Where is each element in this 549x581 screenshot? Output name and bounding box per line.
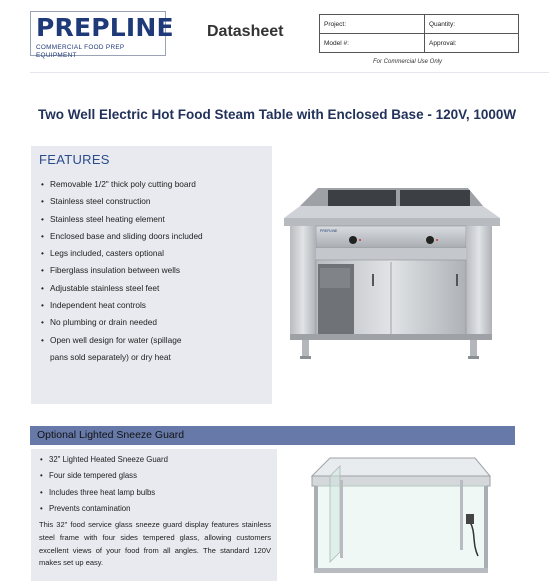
list-item: • Prevents contamination (40, 501, 168, 517)
model-field[interactable]: Model #: (320, 34, 425, 53)
bullet-icon: • (41, 282, 44, 293)
quantity-field[interactable]: Quantity: (425, 15, 519, 34)
datasheet-title: Datasheet (207, 23, 284, 40)
sneeze-guard-list (40, 452, 168, 517)
logo-tagline: COMMERCIAL FOOD PREP EQUIPMENT (36, 44, 125, 59)
bullet-icon: • (40, 471, 43, 481)
logo-wordmark: PREPLINE (36, 13, 174, 42)
features-list (41, 176, 203, 366)
bullet-icon: • (41, 213, 44, 224)
list-item: • Four side tempered glass (40, 468, 168, 484)
brand-logo (30, 11, 174, 59)
list-item: • Adjustable stainless steel feet (41, 280, 203, 297)
bullet-icon: • (41, 300, 44, 311)
header-divider (30, 72, 549, 73)
list-item: • Stainless steel construction (41, 193, 203, 210)
bullet-icon: • (40, 487, 43, 497)
sneeze-guard-description: This 32" food service glass sneeze guard display features stainless steel frame with four sides tempered glass, allowing customers excellent views of your food from all angles. The standard 120V makes set up easy. (39, 520, 271, 568)
list-item: • Independent heat controls (41, 297, 203, 314)
bullet-icon: • (41, 248, 44, 259)
list-item: • No plumbing or drain needed (41, 314, 203, 331)
approval-field[interactable]: Approval: (425, 34, 519, 53)
steam-table-image (278, 168, 506, 368)
sneeze-guard-section-header (30, 426, 515, 445)
list-item: • Stainless steel heating element (41, 211, 203, 228)
bullet-icon: • (41, 265, 44, 276)
bullet-icon: • (41, 317, 44, 328)
list-item: • Removable 1/2" thick poly cutting board (41, 176, 203, 193)
project-info-table (319, 14, 519, 53)
list-item: • 32" Lighted Heated Sneeze Guard (40, 452, 168, 468)
list-item: • Legs included, casters optional (41, 245, 203, 262)
bullet-icon: • (40, 455, 43, 464)
commercial-use-note: For Commercial Use Only (373, 59, 443, 65)
bullet-icon: • (41, 179, 44, 189)
bullet-icon: • (41, 230, 44, 241)
bullet-icon: • (41, 334, 44, 345)
product-title: Two Well Electric Hot Food Steam Table with Enclosed Base - 120V, 1000W (38, 107, 517, 122)
list-item: • Fiberglass insulation between wells (41, 262, 203, 279)
list-item-continuation: pans sold separately) or dry heat (50, 351, 171, 362)
features-panel (31, 146, 272, 404)
sneeze-guard-image (300, 452, 500, 580)
sneeze-guard-heading: Optional Lighted Sneeze Guard (37, 429, 185, 441)
list-item: • Open well design for water (spillage (41, 332, 203, 349)
project-field[interactable]: Project: (320, 15, 425, 34)
bullet-icon: • (40, 503, 43, 513)
list-item: • Enclosed base and sliding doors included (41, 228, 203, 245)
sneeze-guard-panel (31, 449, 277, 581)
steam-table-badge: PREPLINE (320, 229, 338, 233)
features-heading: FEATURES (39, 152, 110, 167)
list-item: • Includes three heat lamp bulbs (40, 485, 168, 501)
bullet-icon: • (41, 196, 44, 207)
